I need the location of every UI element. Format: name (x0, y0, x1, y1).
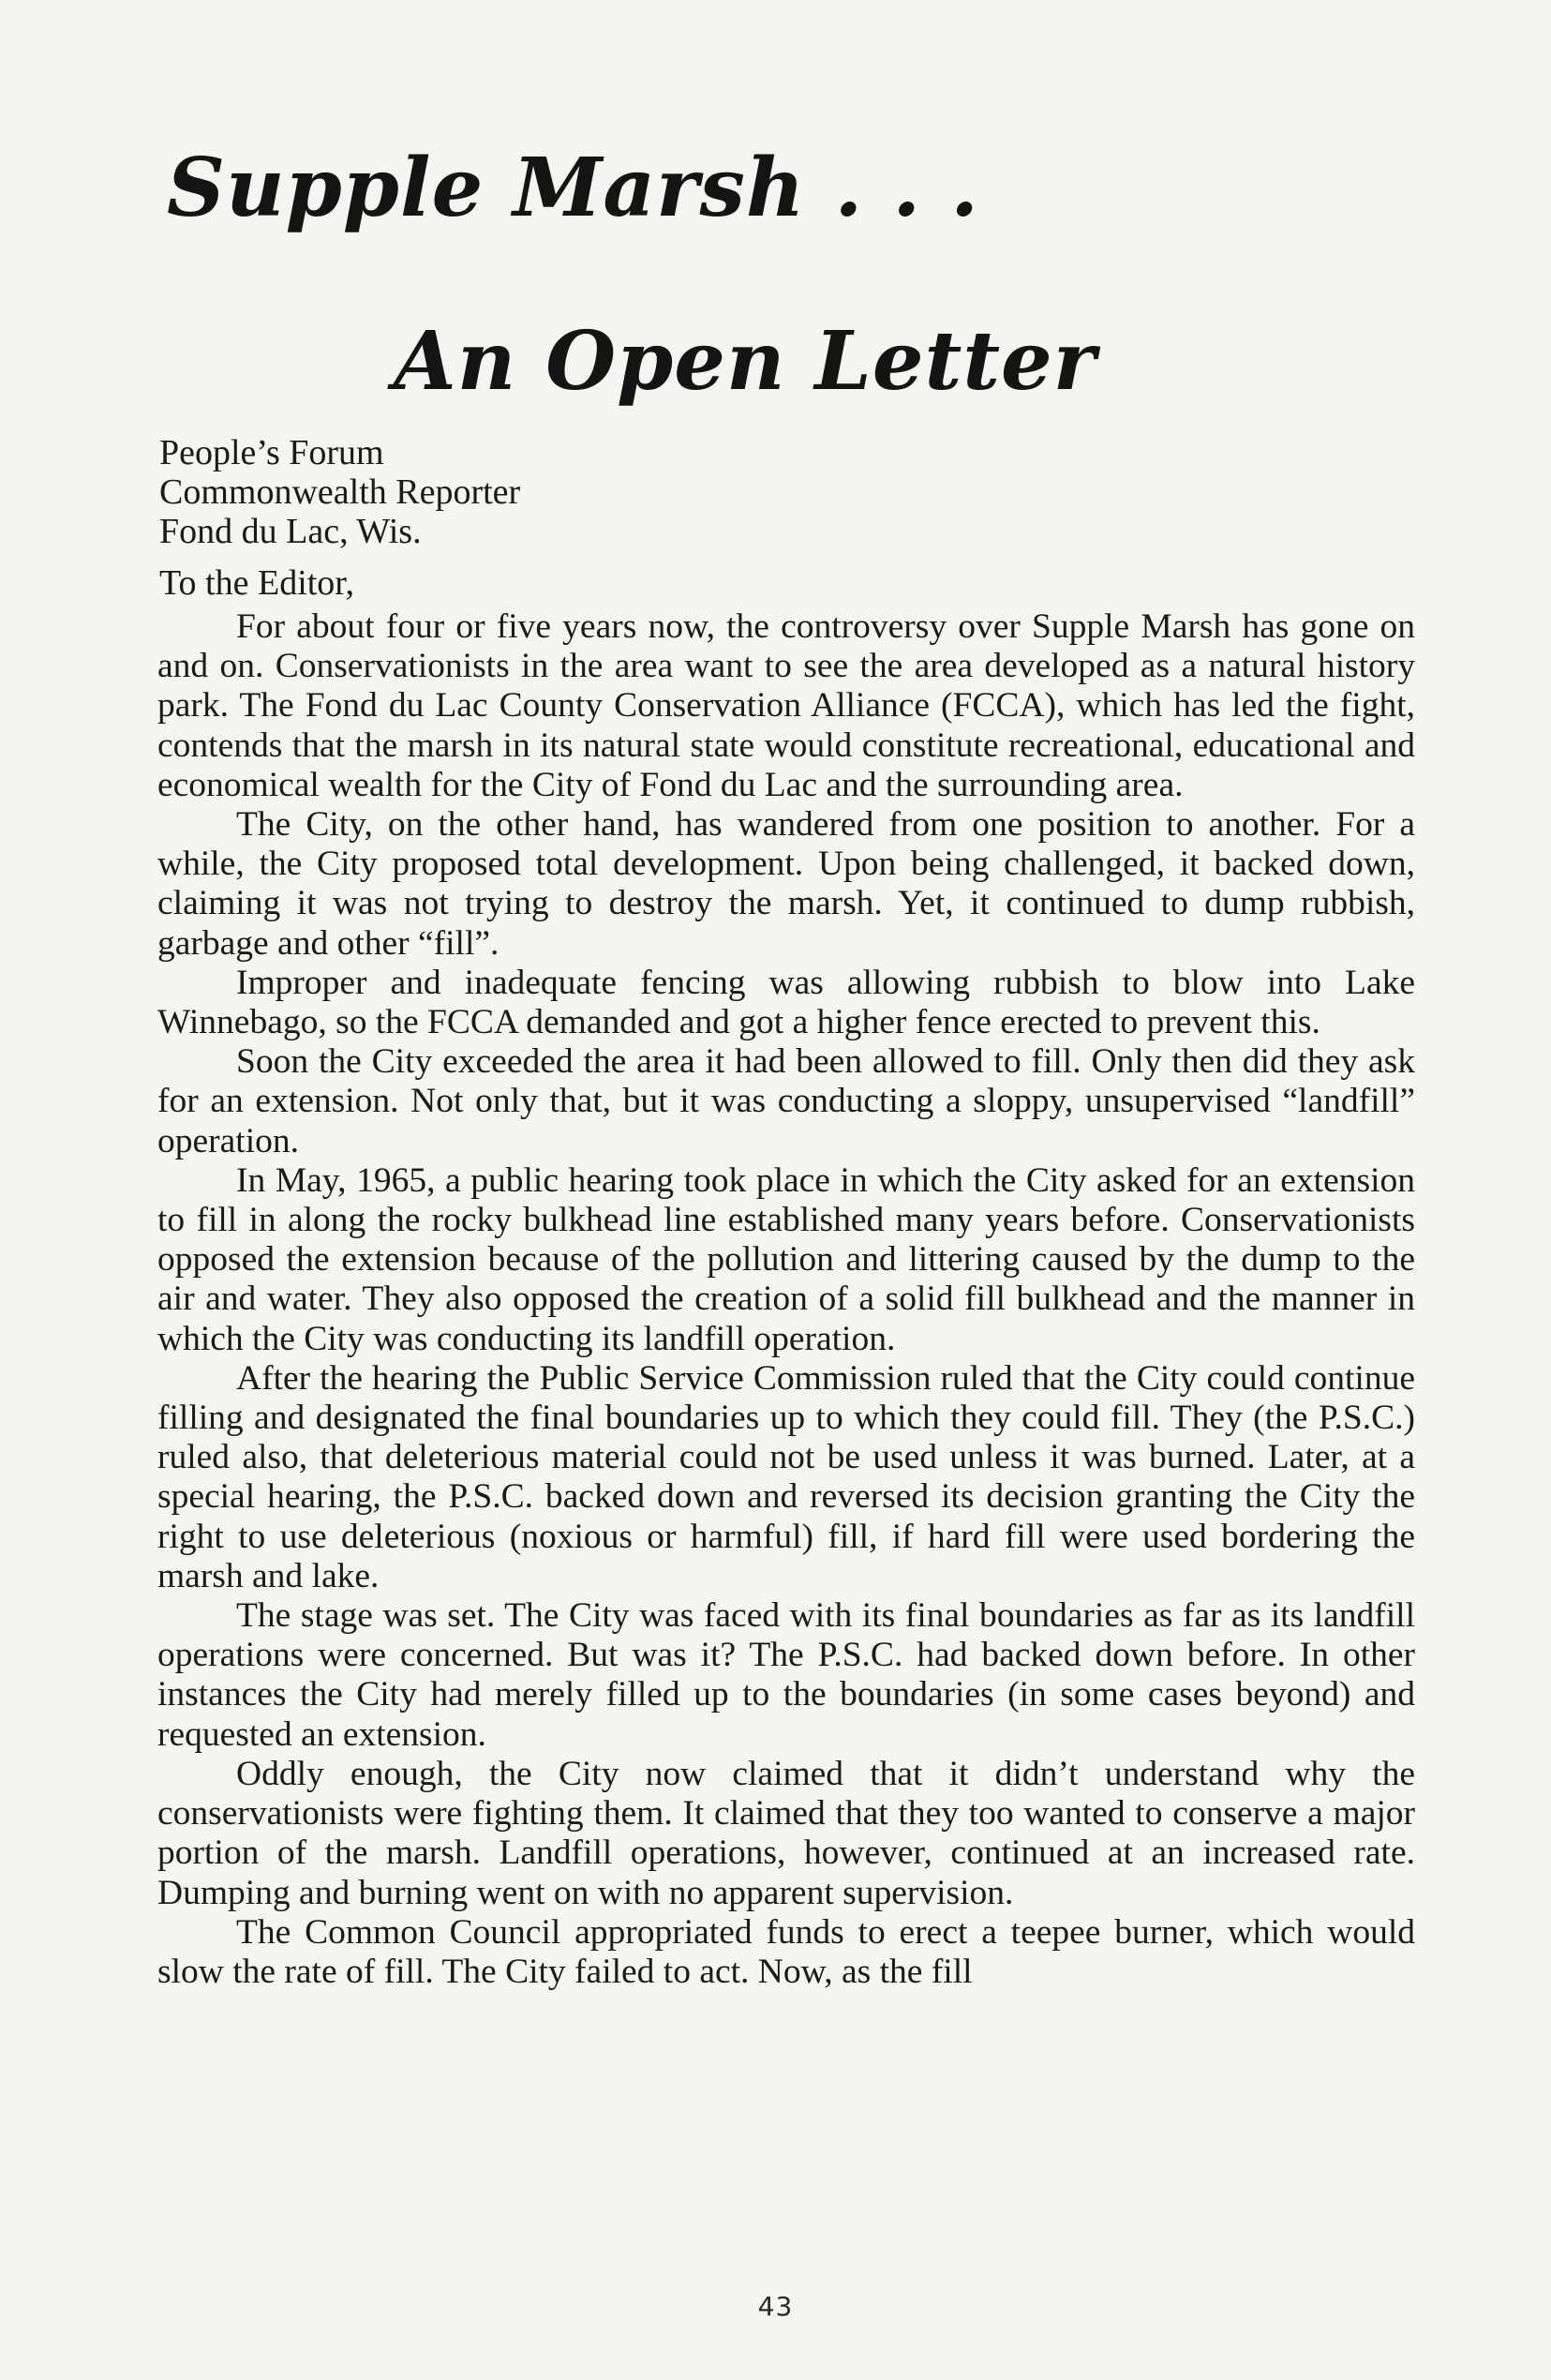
title-line-2: An Open Letter (394, 314, 1097, 409)
address-line: Commonwealth Reporter (159, 472, 521, 512)
paragraph: The City, on the other hand, has wandered from one position to another. For a while, the City proposed total development. Upon being challenged, it backed down, claiming it was not trying to destroy the marsh. Yet, it continued to dump rubbish, garbage and other “fill”. (157, 805, 1415, 963)
paragraph: Improper and inadequate fencing was allowing rubbish to blow into Lake Winnebago, so the FCCA demanded and got a higher fence erected to prevent this. (157, 963, 1415, 1042)
paragraph: For about four or five years now, the controversy over Supple Marsh has gone on and on. Conservationists in the area want to see the area developed as a natural history park. The Fond du Lac County Conservation Alliance (FCCA), which has led the fight, contends that the marsh in its natural state would constitute recreational, educational and economical wealth for the City of Fond du Lac and the surrounding area. (157, 607, 1415, 804)
address-block (159, 433, 520, 551)
paragraph: In May, 1965, a public hearing took place in which the City asked for an extension to fill in along the rocky bulkhead line established many years before. Conservationists opposed the extension because of the pollution and littering caused by the dump to the air and water. They also opposed the creation of a solid fill bulkhead and the manner in which the City was conducting its landfill operation. (157, 1160, 1415, 1358)
paragraph: The Common Council appropriated funds to erect a teepee burner, which would slow the rate of fill. The City failed to act. Now, as the fill (157, 1912, 1415, 1991)
title-line-1: Supple Marsh . . . (167, 141, 980, 235)
address-line: Fond du Lac, Wis. (159, 512, 422, 551)
paragraph: The stage was set. The City was faced with its final boundaries as far as its landfill operations were concerned. But was it? The P.S.C. had backed down before. In other instances the City had merely filled up to the boundaries (in some cases beyond) and requested an extension. (157, 1596, 1415, 1754)
salutation: To the Editor, (159, 563, 354, 603)
paragraph: Oddly enough, the City now claimed that it didn’t understand why the conservationists were fighting them. It claimed that they too wanted to conserve a major portion of the marsh. Landfill operations, however, continued at an increased rate. Dumping and burning went on with no apparent supervision. (157, 1754, 1415, 1912)
paragraph: Soon the City exceeded the area it had been allowed to fill. Only then did they ask for an extension. Not only that, but it was conducting a sloppy, unsupervised “landfill” operation. (157, 1042, 1415, 1160)
letter-body (157, 607, 1415, 1992)
page-number: 43 (757, 2291, 794, 2322)
paragraph: After the hearing the Public Service Commission ruled that the City could continue filling and designated the final boundaries up to which they could fill. They (the P.S.C.) ruled also, that deleterious material could not be used unless it was burned. Later, at a special hearing, the P.S.C. backed down and reversed its decision granting the City the right to use deleterious (noxious or harmful) fill, if hard fill were used bordering the marsh and lake. (157, 1358, 1415, 1595)
address-line: People’s Forum (159, 433, 384, 472)
